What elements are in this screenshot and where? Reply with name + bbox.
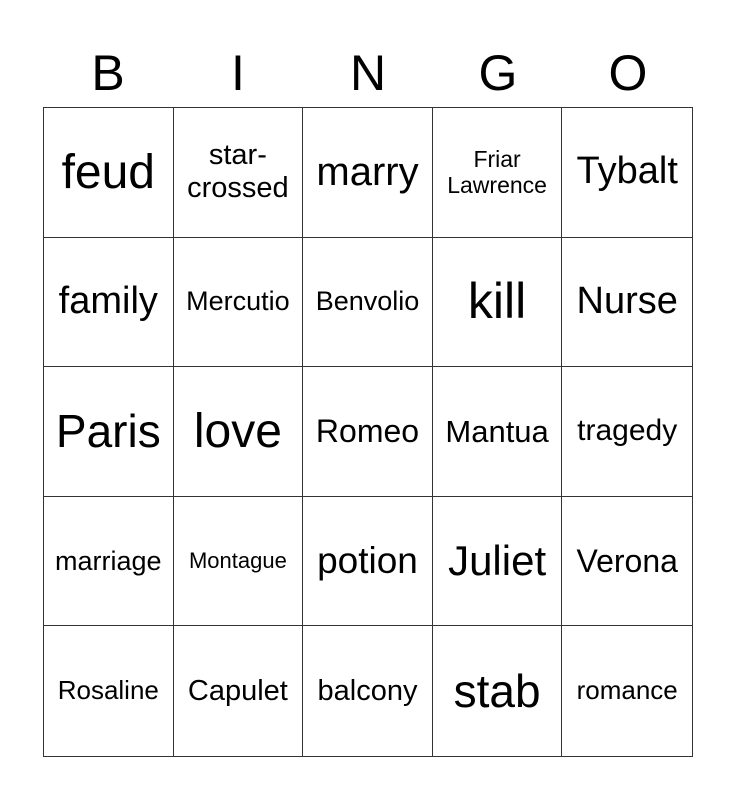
cell-text: feud <box>61 145 155 199</box>
bingo-cell[interactable] <box>433 367 563 497</box>
cell-text: Mercutio <box>186 286 290 317</box>
cell-text: Capulet <box>187 674 288 707</box>
cell-text: potion <box>317 539 418 581</box>
cell-text: Romeo <box>315 413 420 450</box>
cell-text: Mantua <box>445 413 549 449</box>
bingo-cell[interactable] <box>303 238 433 368</box>
cell-text: Juliet <box>448 536 547 584</box>
bingo-cell[interactable] <box>433 108 563 238</box>
bingo-cell[interactable] <box>433 626 563 756</box>
bingo-cell[interactable] <box>44 238 174 368</box>
bingo-cell[interactable] <box>44 108 174 238</box>
cell-text: Tybalt <box>576 150 678 193</box>
cell-text: Friar Lawrence <box>447 145 547 199</box>
bingo-header <box>43 40 693 106</box>
bingo-cell[interactable] <box>303 108 433 238</box>
cell-text: Paris <box>55 405 161 458</box>
bingo-cell[interactable] <box>303 367 433 497</box>
bingo-cell[interactable] <box>433 238 563 368</box>
bingo-cell[interactable] <box>174 626 304 756</box>
bingo-cell[interactable] <box>433 497 563 627</box>
cell-text: kill <box>467 273 527 330</box>
cell-text: Montague <box>188 548 287 574</box>
header-letter-b: B <box>91 45 125 101</box>
bingo-cell[interactable] <box>174 367 304 497</box>
cell-text: Verona <box>576 542 678 579</box>
bingo-cell[interactable] <box>174 108 304 238</box>
cell-text: star- crossed <box>187 138 289 205</box>
bingo-cell[interactable] <box>562 497 692 627</box>
cell-text: Rosaline <box>57 675 159 706</box>
bingo-cell[interactable] <box>44 497 174 627</box>
cell-text: tragedy <box>577 414 678 448</box>
bingo-cell[interactable] <box>562 367 692 497</box>
cell-text: marry <box>316 150 419 195</box>
cell-text: family <box>58 280 158 323</box>
cell-text: romance <box>576 675 678 706</box>
header-letter-i: I <box>231 45 245 101</box>
cell-text: stab <box>453 664 541 717</box>
header-letter-n: N <box>349 45 387 101</box>
bingo-cell[interactable] <box>562 626 692 756</box>
bingo-cell[interactable] <box>562 238 692 368</box>
bingo-cell[interactable] <box>44 626 174 756</box>
bingo-cell[interactable] <box>174 238 304 368</box>
bingo-cell[interactable] <box>562 108 692 238</box>
bingo-cell[interactable] <box>303 497 433 627</box>
cell-text: Benvolio <box>315 286 420 317</box>
cell-text: love <box>193 404 282 458</box>
header-letter-o: O <box>608 45 648 101</box>
bingo-cell[interactable] <box>303 626 433 756</box>
bingo-cell[interactable] <box>174 497 304 627</box>
bingo-board <box>43 107 693 757</box>
cell-text: marriage <box>55 545 162 576</box>
bingo-cell[interactable] <box>44 367 174 497</box>
cell-text: Nurse <box>576 280 678 323</box>
cell-text: balcony <box>317 674 418 707</box>
header-letter-g: G <box>478 45 518 101</box>
